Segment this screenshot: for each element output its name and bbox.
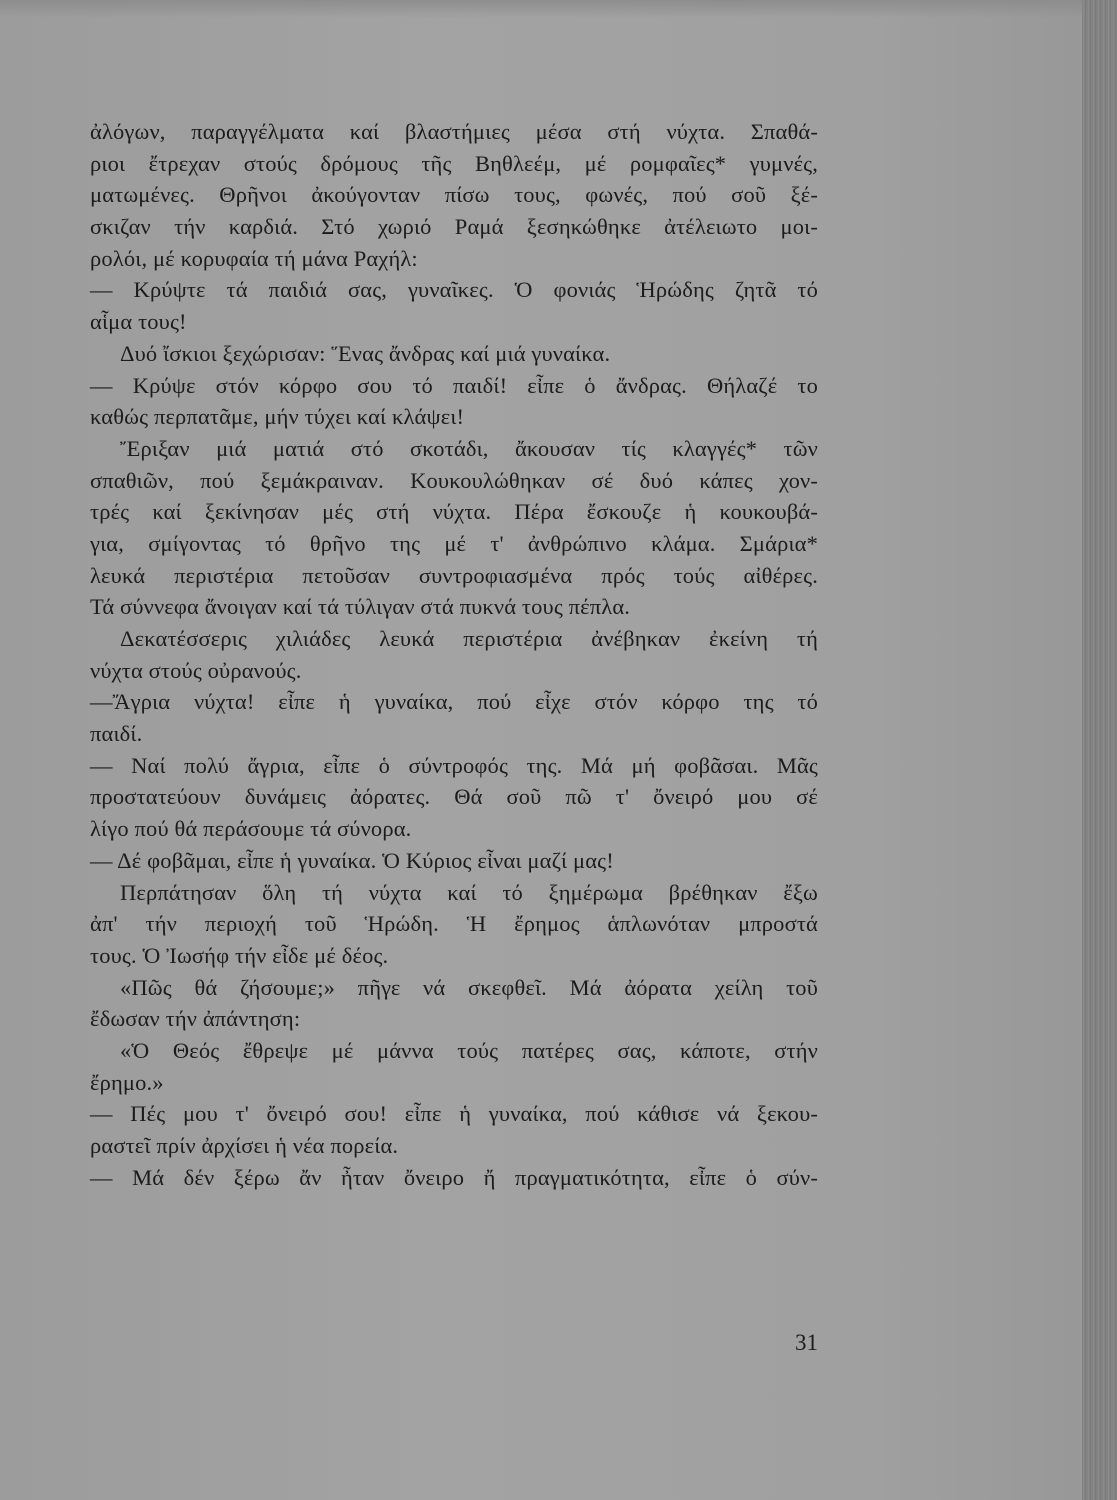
text-line: προστατεύουν δυνάμεις ἀόρατες. Θά σοῦ πῶ τ' ὄνειρό μου σέ	[90, 784, 818, 810]
text-line: — Ναί πολύ ἄγρια, εἶπε ὁ σύντροφός της. Μά μή φοβᾶσαι. Μᾶς	[90, 752, 818, 778]
text-line: — Δέ φοβᾶμαι, εἶπε ἡ γυναίκα. Ὁ Κύριος εἶναι μαζί μας!	[90, 847, 614, 873]
text-line: νύχτα στούς οὐρανούς.	[90, 657, 302, 683]
text-line: — Κρύψτε τά παιδιά σας, γυναῖκες. Ὁ φονιάς Ἡρώδης ζητᾶ τό	[90, 277, 818, 303]
text-line: ματωμένες. Θρῆνοι ἀκούγονταν πίσω τους, φωνές, πού σοῦ ξέ-	[90, 182, 818, 208]
text-line: αἷμα τους!	[90, 309, 187, 335]
text-line: «Ὁ Θεός ἔθρεψε μέ μάννα τούς πατέρες σας, κάποτε, στήν	[120, 1037, 818, 1063]
text-line: — Πές μου τ' ὄνειρό σου! εἶπε ἡ γυναίκα, πού κάθισε νά ξεκου-	[90, 1101, 818, 1127]
text-line: σπαθιῶν, πού ξεμάκραιναν. Κουκουλώθηκαν σέ δυό κάπες χον-	[90, 467, 818, 493]
text-line: ἔδωσαν τήν ἀπάντηση:	[90, 1006, 301, 1032]
text-line: λευκά περιστέρια πετοῦσαν συντροφιασμένα πρός τούς αἰθέρες.	[90, 562, 818, 588]
page-edge	[1082, 0, 1117, 1500]
page-number: 31	[795, 1330, 818, 1355]
text-line: Τά σύννεφα ἄνοιγαν καί τά τύλιγαν στά πυκνά τους πέπλα.	[90, 594, 631, 620]
text-line: ἀπ' τήν περιοχή τοῦ Ἡρώδη. Ἡ ἔρημος ἁπλωνόταν μπροστά	[90, 911, 818, 937]
text-line: τους. Ὁ Ἰωσήφ τήν εἶδε μέ δέος.	[90, 942, 389, 968]
text-line: σκιζαν τήν καρδιά. Στό χωριό Ραμά ξεσηκώθηκε ἀτέλειωτο μοι-	[90, 214, 818, 240]
text-line: Ἔριξαν μιά ματιά στό σκοτάδι, ἄκουσαν τίς κλαγγές* τῶν	[120, 435, 818, 461]
text-line: παιδί.	[90, 721, 143, 747]
text-line: ἔρημο.»	[90, 1069, 164, 1095]
text-line: ρολόι, μέ κορυφαία τή μάνα Ραχήλ:	[90, 245, 418, 271]
body-text	[90, 116, 818, 1193]
text-line: ἀλόγων, παραγγέλματα καί βλαστήμιες μέσα στή νύχτα. Σπαθά-	[90, 119, 818, 144]
top-shadow	[0, 0, 1082, 18]
text-line: ραστεῖ πρίν ἀρχίσει ἡ νέα πορεία.	[90, 1133, 399, 1158]
text-line: ριοι ἔτρεχαν στούς δρόμους τῆς Βηθλεέμ, μέ ρομφαῖες* γυμνές,	[90, 150, 818, 176]
text-line: — Κρύψε στόν κόρφο σου τό παιδί! εἶπε ὁ ἄνδρας. Θήλαζέ το	[90, 372, 818, 398]
text-line: για, σμίγοντας τό θρῆνο της μέ τ' ἀνθρώπινο κλάμα. Σμάρια*	[90, 530, 818, 556]
text-line: τρές καί ξεκίνησαν μές στή νύχτα. Πέρα ἔσκουζε ἡ κουκουβά-	[90, 499, 818, 525]
text-line: —Ἄγρια νύχτα! εἶπε ἡ γυναίκα, πού εἶχε στόν κόρφο της τό	[90, 689, 818, 715]
text-line: «Πῶς θά ζήσουμε;» πῆγε νά σκεφθεῖ. Μά ἀόρατα χείλη τοῦ	[120, 974, 818, 1000]
text-line: καθώς περπατᾶμε, μήν τύχει καί κλάψει!	[90, 404, 465, 430]
text-line: λίγο πού θά περάσουμε τά σύνορα.	[90, 816, 412, 842]
text-line: Περπάτησαν ὅλη τή νύχτα καί τό ξημέρωμα βρέθηκαν ἔξω	[120, 879, 818, 905]
text-line: Δεκατέσσερις χιλιάδες λευκά περιστέρια ἀνέβηκαν ἐκείνη τή	[120, 626, 818, 651]
text-line: — Μά δέν ξέρω ἄν ἦταν ὄνειρο ἤ πραγματικότητα, εἶπε ὁ σύν-	[90, 1164, 818, 1190]
text-line: Δυό ἴσκιοι ξεχώρισαν: Ἕνας ἄνδρας καί μιά γυναίκα.	[120, 340, 611, 366]
